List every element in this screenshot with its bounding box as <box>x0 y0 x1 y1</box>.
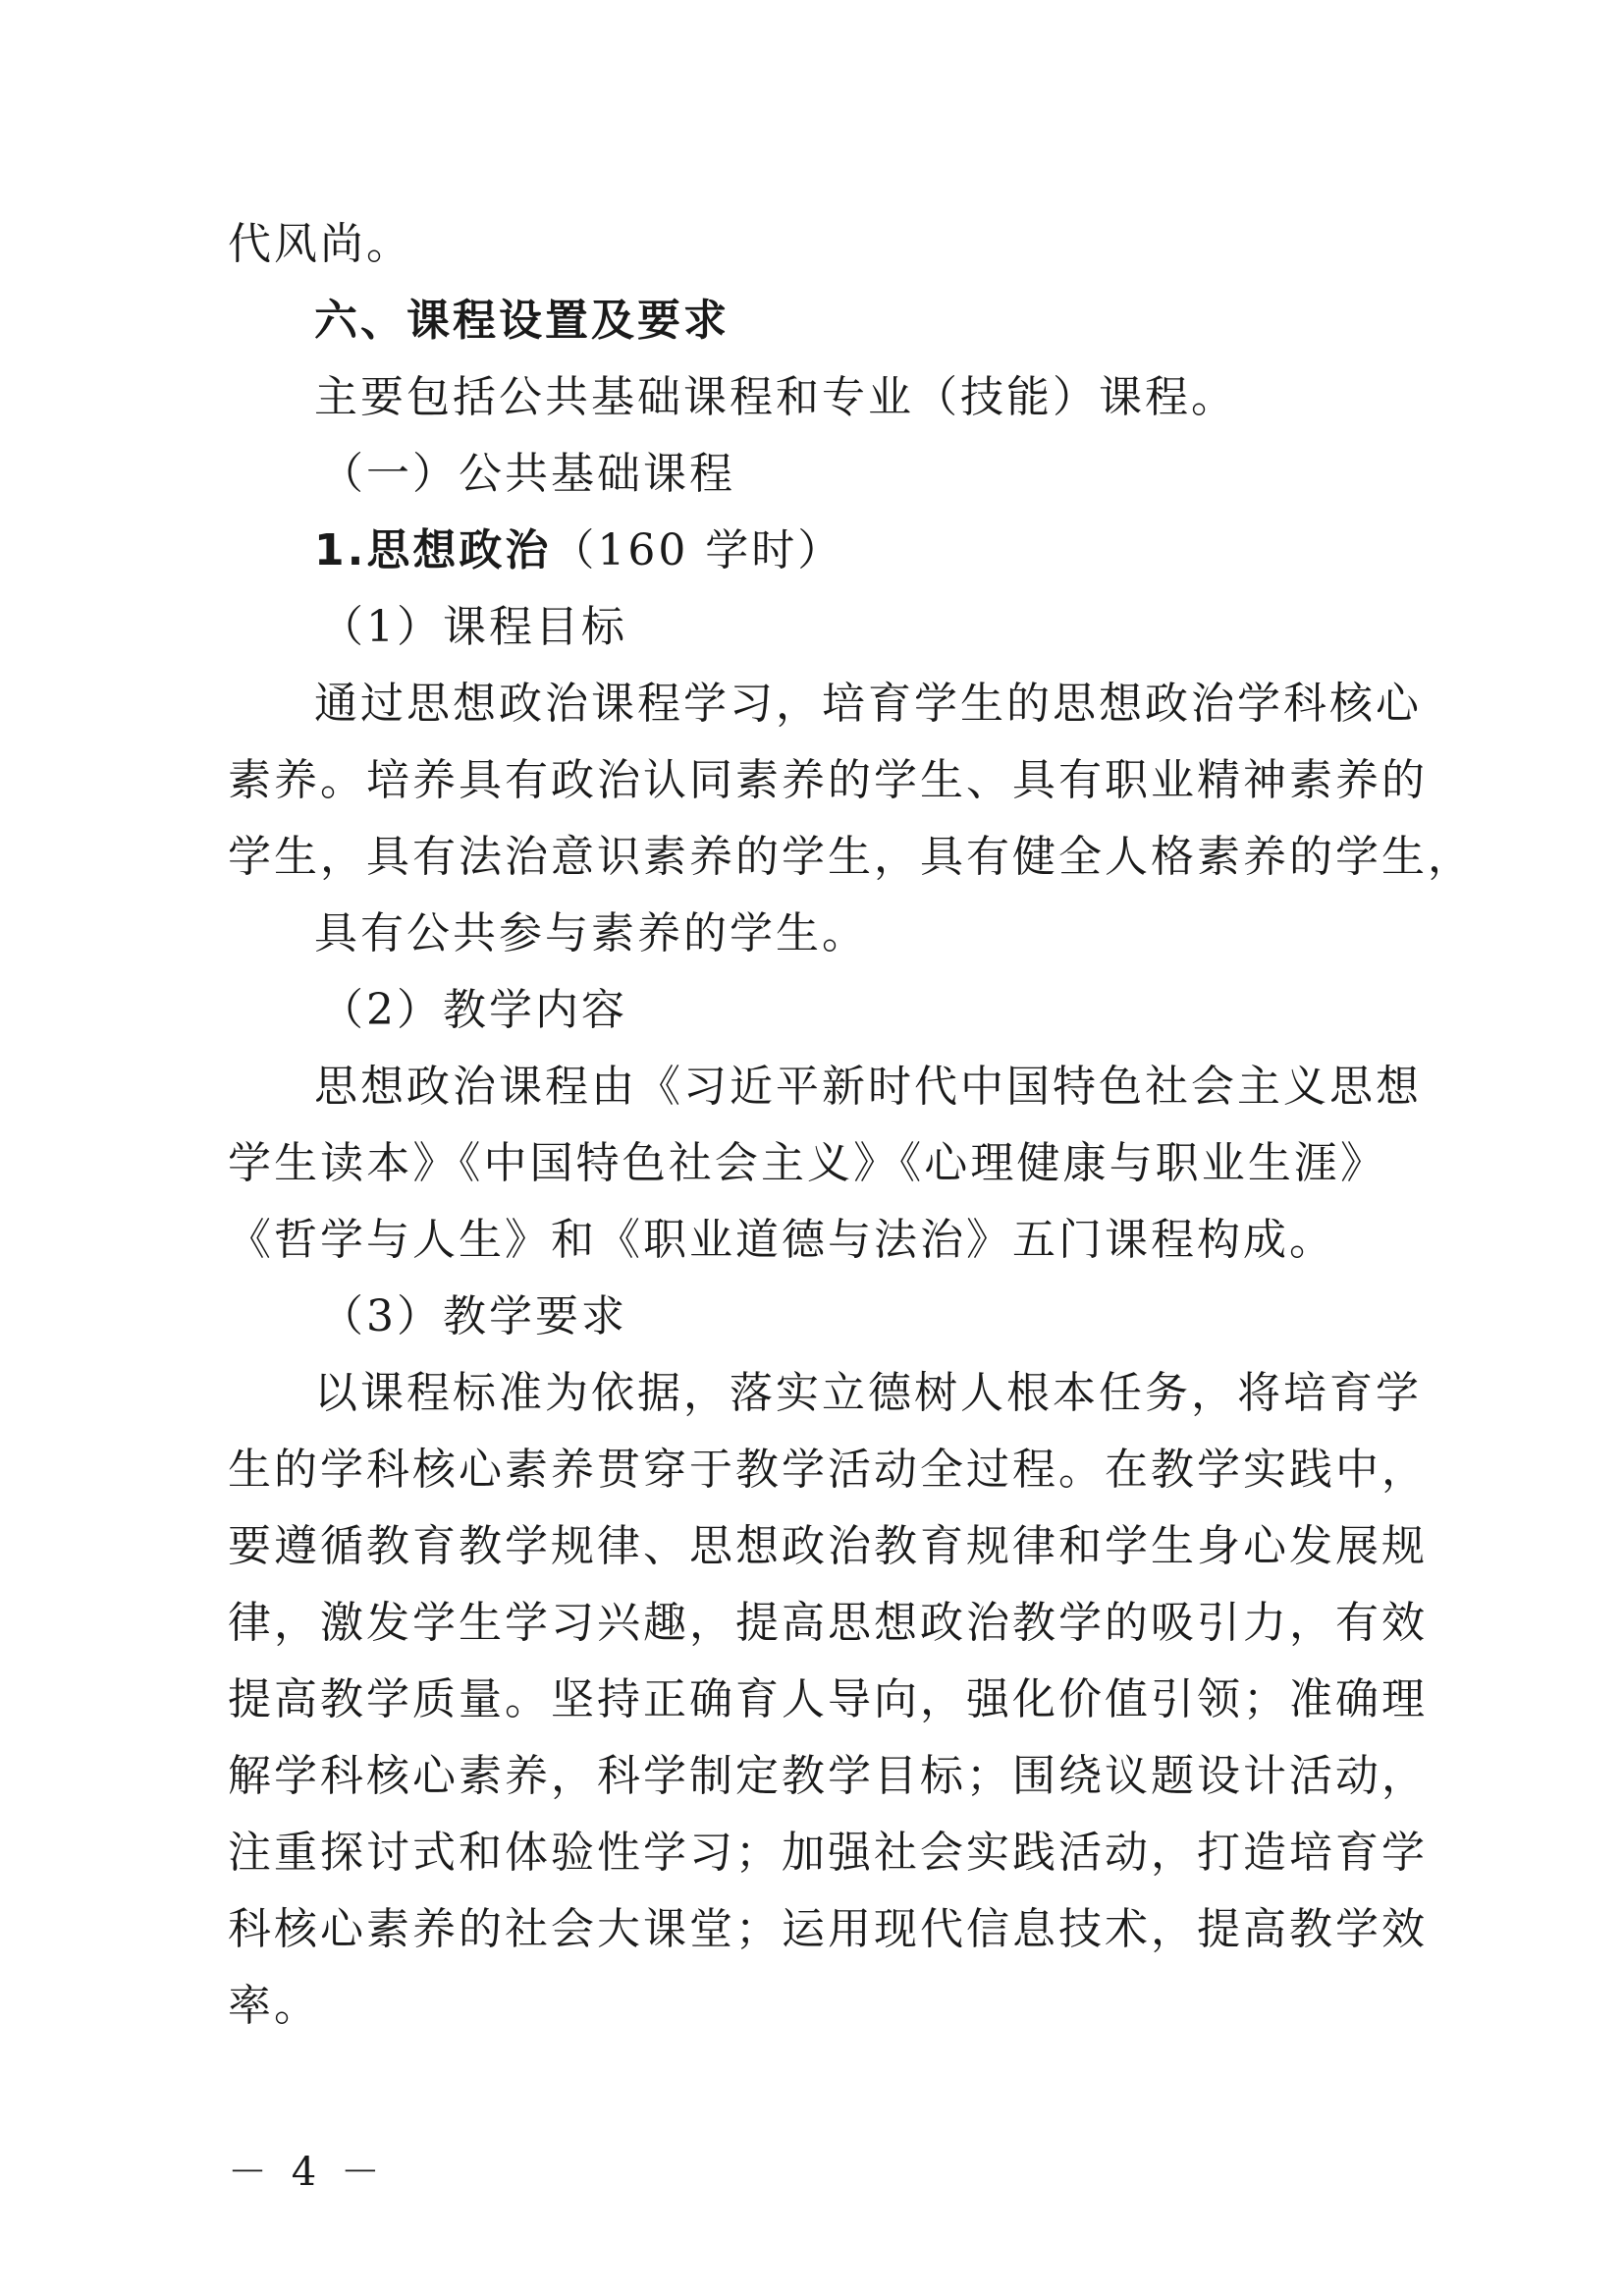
paragraph-line: 律，激发学生学习兴趣，提高思想政治教学的吸引力，有效 <box>228 1598 1428 1648</box>
paragraph-line: 具有公共参与素养的学生。 <box>314 908 868 958</box>
paragraph-line: 提高教学质量。坚持正确育人导向，强化价值引领；准确理 <box>228 1674 1428 1724</box>
course-title: 1.思想政治 <box>314 525 552 575</box>
paragraph-line: 要遵循教育教学规律、思想政治教育规律和学生身心发展规 <box>228 1521 1428 1571</box>
course-hours: （160 学时） <box>551 525 844 575</box>
section-heading: 六、课程设置及要求 <box>314 296 730 346</box>
page-number: － 4 － <box>228 2150 386 2195</box>
paragraph-line: 科核心素养的社会大课堂；运用现代信息技术，提高教学效 <box>228 1904 1428 1954</box>
paragraph: 主要包括公共基础课程和专业（技能）课程。 <box>314 372 1237 422</box>
document-body <box>228 206 1474 2045</box>
paragraph-continuation: 代风尚。 <box>228 219 412 269</box>
item-heading: （3）教学要求 <box>320 1291 627 1341</box>
paragraph-line: 生的学科核心素养贯穿于教学活动全过程。在教学实践中， <box>228 1445 1428 1495</box>
paragraph-line: 素养。培养具有政治认同素养的学生、具有职业精神素养的 <box>228 755 1428 805</box>
paragraph-line: 学生读本》《中国特色社会主义》《心理健康与职业生涯》 <box>228 1138 1386 1188</box>
paragraph-line: 注重探讨式和体验性学习；加强社会实践活动，打造培育学 <box>228 1828 1428 1878</box>
paragraph-line: 率。 <box>228 1981 320 2031</box>
paragraph-line: 通过思想政治课程学习，培育学生的思想政治学科核心 <box>314 679 1422 729</box>
subsection-heading: （一）公共基础课程 <box>320 449 735 499</box>
paragraph-line: 思想政治课程由《习近平新时代中国特色社会主义思想 <box>314 1062 1422 1112</box>
paragraph-line: 《哲学与人生》和《职业道德与法治》五门课程构成。 <box>228 1215 1335 1265</box>
paragraph-line: 以课程标准为依据，落实立德树人根本任务，将培育学 <box>314 1368 1422 1418</box>
paragraph-line: 解学科核心素养，科学制定教学目标；围绕议题设计活动， <box>228 1751 1428 1801</box>
course-heading <box>228 513 1386 589</box>
item-heading: （1）课程目标 <box>320 602 627 652</box>
paragraph-line: 学生，具有法治意识素养的学生，具有健全人格素养的学生， <box>228 832 1474 882</box>
item-heading: （2）教学内容 <box>320 985 627 1035</box>
